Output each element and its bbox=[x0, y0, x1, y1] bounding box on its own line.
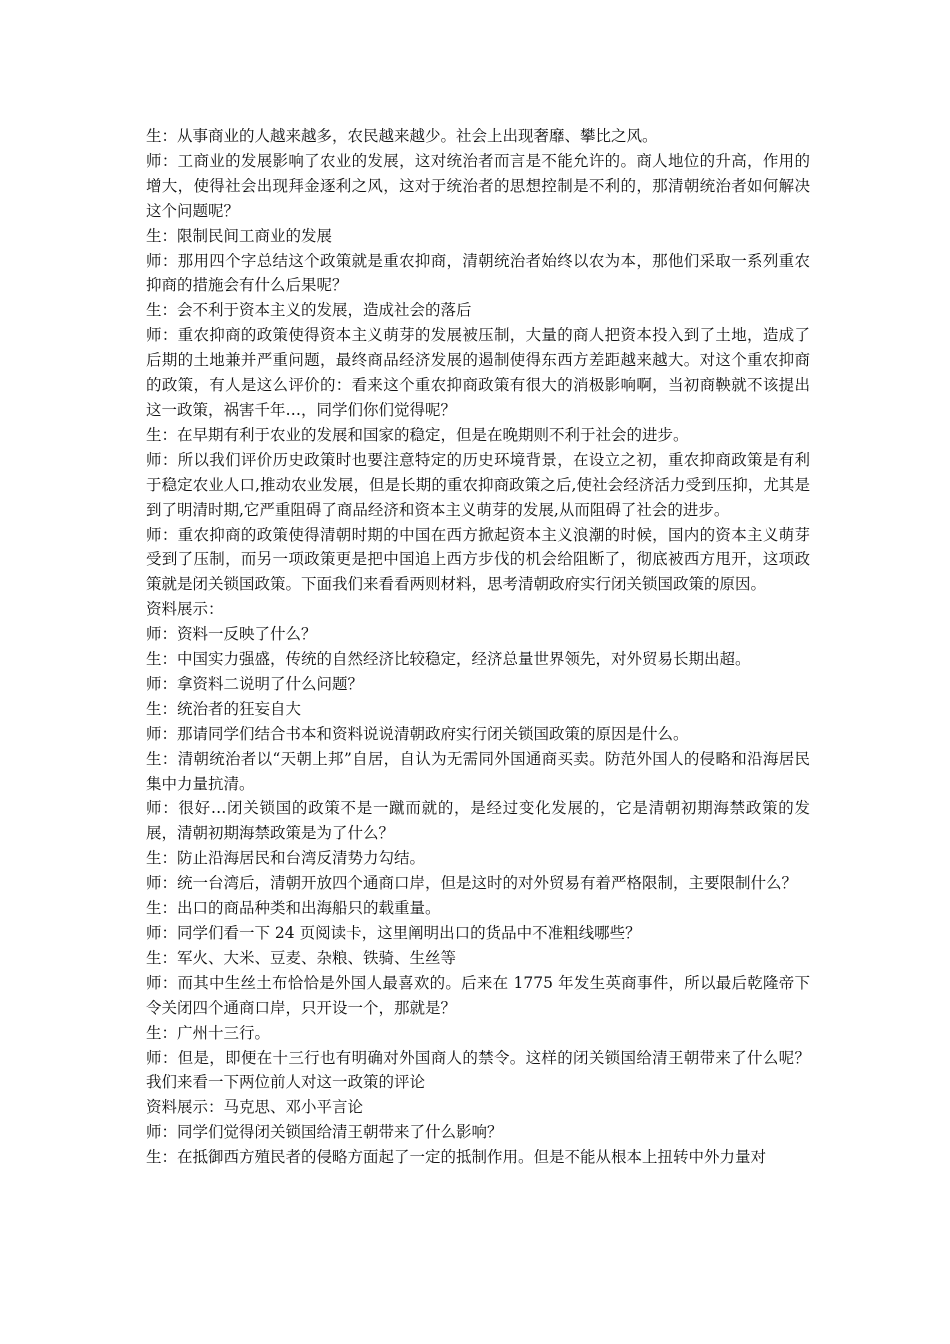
paragraph: 生：在抵御西方殖民者的侵略方面起了一定的抵制作用。但是不能从根本上扭转中外力量对 bbox=[146, 1148, 767, 1167]
paragraph: 师：重农抑商的政策使得资本主义萌芽的发展被压制，大量的商人把资本投入到了土地，造成了后期的土地兼并严重问题，最终商品经济发展的遏制使得东西方差距越来越大。对这个重农抑商的政策，有人是这么评价的：看来这个重农抑商政策有很大的消极影响啊，当初商鞅就不该提出这一政策，祸害千年…，同学们你们觉得呢？ bbox=[146, 326, 810, 419]
paragraph: 生：统治者的狂妄自大 bbox=[146, 699, 302, 718]
paragraph: 师：拿资料二说明了什么问题？ bbox=[146, 674, 364, 693]
paragraph: 师：而其中生丝土布恰恰是外国人最喜欢的。后来在 1775 年发生英商事件，所以最后乾隆帝下令关闭四个通商口岸，只开设一个，那就是？ bbox=[146, 973, 810, 1017]
paragraph: 生：清朝统治者以“天朝上邦”自居，自认为无需同外国通商买卖。防范外国人的侵略和沿海居民集中力量抗清。 bbox=[146, 749, 810, 793]
dialogue-text-block bbox=[146, 124, 810, 1170]
paragraph: 师：统一台湾后，清朝开放四个通商口岸，但是这时的对外贸易有着严格限制，主要限制什么？ bbox=[146, 874, 798, 893]
paragraph: 生：会不利于资本主义的发展，造成社会的落后 bbox=[146, 301, 472, 320]
paragraph: 师：很好…闭关锁国的政策不是一蹴而就的，是经过变化发展的，它是清朝初期海禁政策的发展，清朝初期海禁政策是为了什么？ bbox=[146, 799, 810, 843]
paragraph: 资料展示：马克思、邓小平言论 bbox=[146, 1098, 364, 1117]
paragraph: 生：中国实力强盛，传统的自然经济比较稳定，经济总量世界领先，对外贸易长期出超。 bbox=[146, 650, 751, 669]
paragraph: 生：军火、大米、豆麦、杂粮、铁骑、生丝等 bbox=[146, 948, 457, 967]
paragraph: 生：限制民间工商业的发展 bbox=[146, 226, 333, 245]
paragraph: 师：资料一反映了什么？ bbox=[146, 625, 317, 644]
paragraph: 资料展示： bbox=[146, 600, 224, 619]
paragraph: 生：从事商业的人越来越多，农民越来越少。社会上出现奢靡、攀比之风。 bbox=[146, 127, 658, 145]
paragraph: 师：同学们觉得闭关锁国给清王朝带来了什么影响？ bbox=[146, 1123, 503, 1142]
paragraph: 师：重农抑商的政策使得清朝时期的中国在西方掀起资本主义浪潮的时候，国内的资本主义萌芽受到了压制，而另一项政策更是把中国追上西方步伐的机会给阻断了，彻底被西方甩开，这项政策就是闭关锁国政策。下面我们来看看两则材料，思考清朝政府实行闭关锁国政策的原因。 bbox=[146, 525, 810, 594]
paragraph: 师：工商业的发展影响了农业的发展，这对统治者而言是不能允许的。商人地位的升高，作用的增大，使得社会出现拜金逐利之风，这对于统治者的思想控制是不利的，那清朝统治者如何解决这个问题呢？ bbox=[146, 151, 810, 220]
paragraph: 师：但是，即便在十三行也有明确对外国商人的禁令。这样的闭关锁国给清王朝带来了什么呢？我们来看一下两位前人对这一政策的评论 bbox=[146, 1048, 810, 1092]
paragraph: 生：防止沿海居民和台湾反清势力勾结。 bbox=[146, 849, 426, 868]
paragraph: 师：那请同学们结合书本和资料说说清朝政府实行闭关锁国政策的原因是什么。 bbox=[146, 724, 689, 743]
paragraph: 生：出口的商品种类和出海船只的载重量。 bbox=[146, 899, 441, 918]
paragraph: 师：所以我们评价历史政策时也要注意特定的历史环境背景，在设立之初，重农抑商政策是有利于稳定农业人口,推动农业发展，但是长期的重农抑商政策之后,使社会经济活力受到压抑，尤其是到了明清时期,它严重阻碍了商品经济和资本主义萌芽的发展,从而阻碍了社会的进步。 bbox=[146, 450, 810, 519]
paragraph: 生：广州十三行。 bbox=[146, 1023, 271, 1042]
paragraph: 生：在早期有利于农业的发展和国家的稳定，但是在晚期则不利于社会的进步。 bbox=[146, 425, 689, 444]
paragraph: 师：同学们看一下 24 页阅读卡，这里阐明出口的货品中不准粗线哪些？ bbox=[146, 924, 641, 942]
paragraph: 师：那用四个字总结这个政策就是重农抑商，清朝统治者始终以农为本，那他们采取一系列重农抑商的措施会有什么后果呢？ bbox=[146, 251, 810, 295]
